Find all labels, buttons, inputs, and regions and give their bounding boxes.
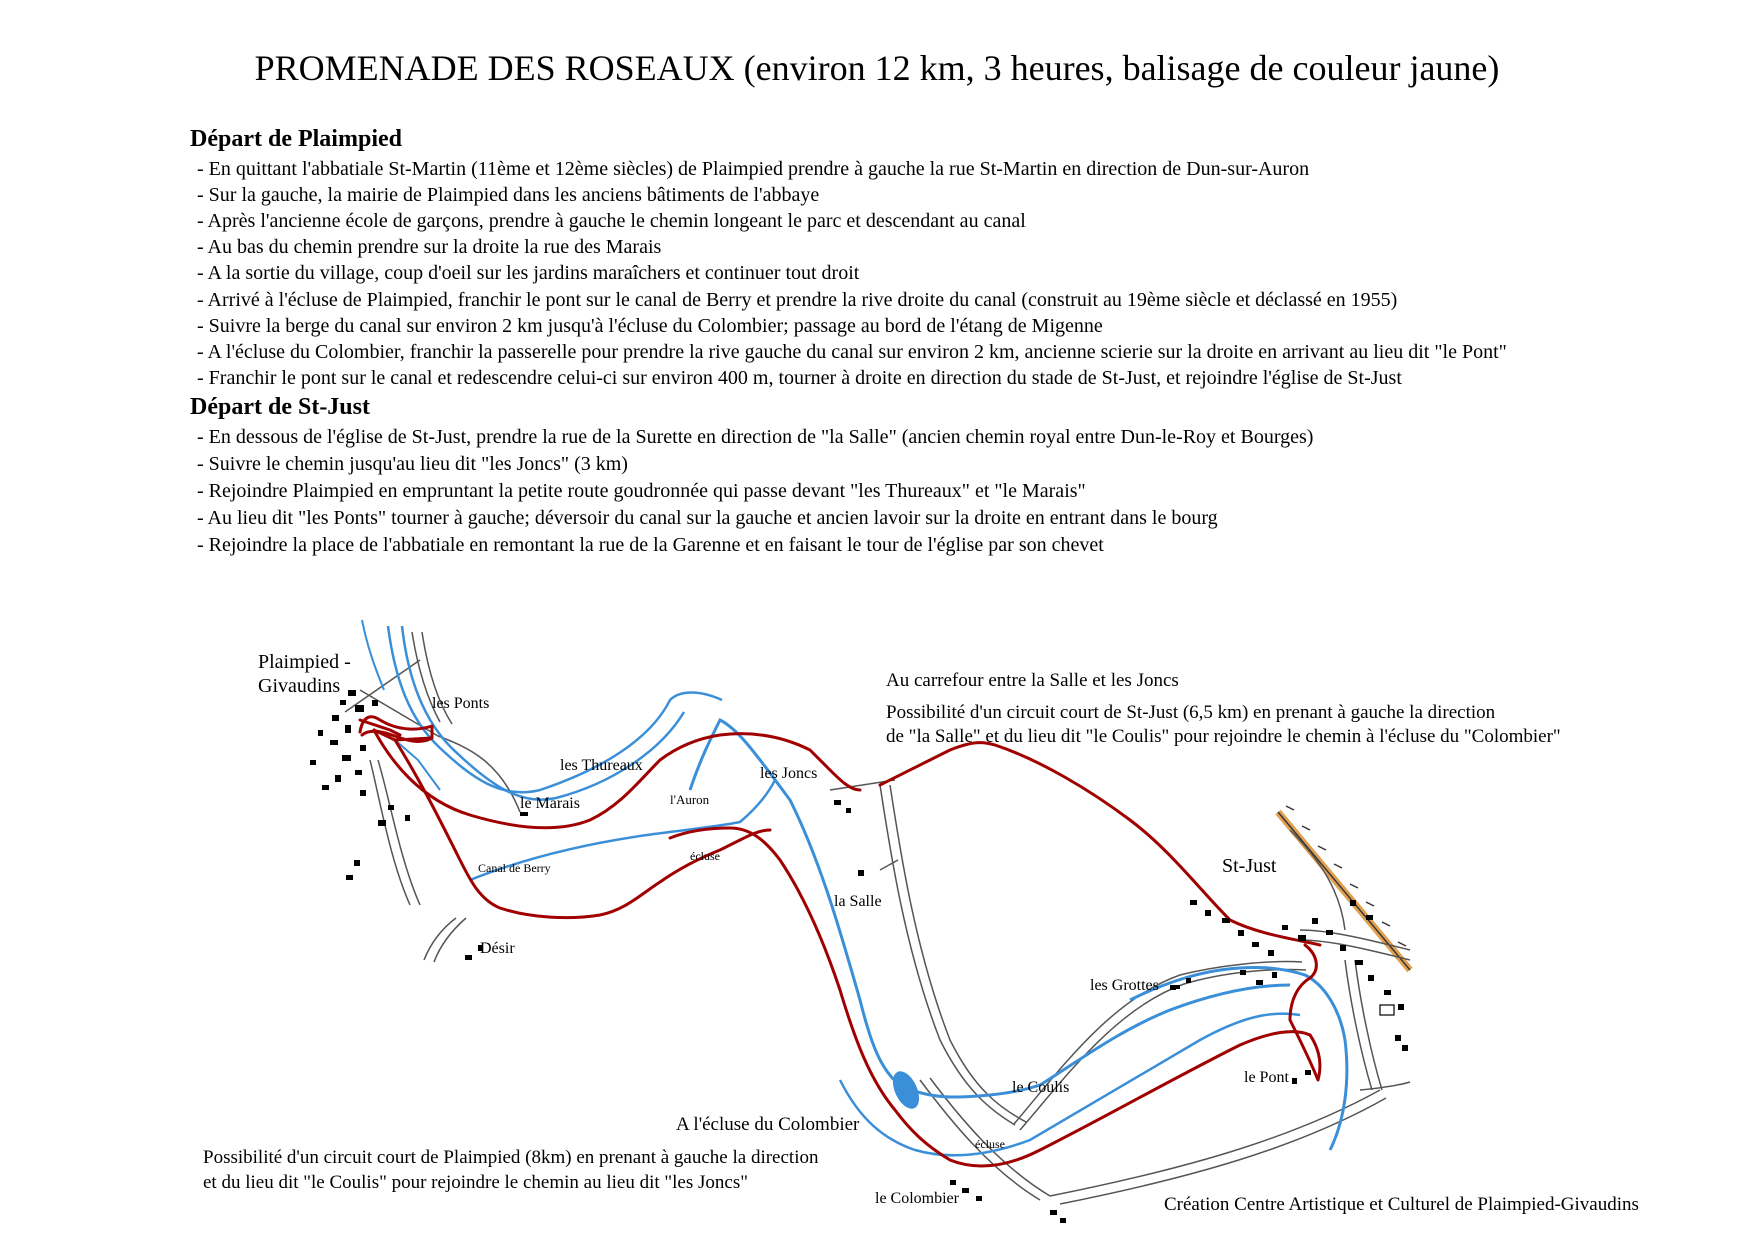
note-carrefour-line1: Possibilité d'un circuit court de St-Just (6,5 km) en prenant à gauche la direction: [886, 702, 1496, 723]
label-les-thureaux: les Thureaux: [560, 757, 643, 774]
step-st-just-1: - En dessous de l'église de St-Just, prendre la rue de la Surette en direction de "la Salle" (ancien chemin royal entre Dun-le-Roy et Bourges): [197, 426, 1314, 448]
step-st-just-3: - Rejoindre Plaimpied en empruntant la petite route goudronnée qui passe devant "les Thureaux" et "le Marais": [197, 480, 1086, 502]
page-title: PROMENADE DES ROSEAUX (environ 12 km, 3 heures, balisage de couleur jaune): [254, 48, 1500, 88]
step-st-just-2: - Suivre le chemin jusqu'au lieu dit "les Joncs" (3 km): [197, 453, 628, 475]
label-ecluse-colombier: écluse: [975, 1137, 1005, 1151]
step-plaimpied-3: - Après l'ancienne école de garçons, prendre à gauche le chemin longeant le parc et descendant au canal: [197, 210, 1026, 232]
step-plaimpied-1: - En quittant l'abbatiale St-Martin (11ème et 12ème siècles) de Plaimpied prendre à gauche la rue St-Martin en direction de Dun-sur-Auron: [197, 158, 1310, 180]
label-ecluse-plaimpied: écluse: [690, 849, 720, 863]
label-plaimpied-2: Givaudins: [258, 675, 341, 697]
label-lauron: l'Auron: [670, 792, 710, 807]
step-plaimpied-8: - A l'écluse du Colombier, franchir la passerelle pour prendre la rive gauche du canal sur environ 2 km, ancienne scierie sur la droite en arrivant au lieu dit "le Pont": [197, 341, 1507, 363]
step-plaimpied-2: - Sur la gauche, la mairie de Plaimpied dans les anciens bâtiments de l'abbaye: [197, 184, 820, 206]
step-plaimpied-4: - Au bas du chemin prendre sur la droite la rue des Marais: [197, 236, 662, 258]
credit-line: Création Centre Artistique et Culturel de Plaimpied-Givaudins: [1164, 1194, 1639, 1215]
step-plaimpied-5: - A la sortie du village, coup d'oeil sur les jardins maraîchers et continuer tout droit: [197, 262, 860, 284]
label-la-salle: la Salle: [834, 893, 882, 910]
note-carrefour-line2: de "la Salle" et du lieu dit "le Coulis" pour rejoindre le chemin à l'écluse du "Colombier": [886, 726, 1561, 747]
label-st-just: St-Just: [1222, 855, 1277, 877]
map-notes: [203, 670, 1561, 1193]
step-st-just-4: - Au lieu dit "les Ponts" tourner à gauche; déversoir du canal sur la gauche et ancien lavoir sur la droite en entrant dans le bourg: [197, 507, 1218, 529]
label-les-joncs: les Joncs: [760, 765, 818, 782]
label-le-pont: le Pont: [1244, 1069, 1289, 1086]
step-plaimpied-6: - Arrivé à l'écluse de Plaimpied, franchir le pont sur le canal de Berry et prendre la rive droite du canal (construit au 19ème siècle et déclassé en 1955): [197, 289, 1398, 311]
step-st-just-5: - Rejoindre la place de l'abbatiale en remontant la rue de la Garenne et en faisant le tour de l'église par son chevet: [197, 534, 1104, 556]
step-plaimpied-7: - Suivre la berge du canal sur environ 2 km jusqu'à l'écluse du Colombier; passage au bord de l'étang de Migenne: [197, 315, 1103, 337]
note-colombier-line2: et du lieu dit "le Coulis" pour rejoindre le chemin au lieu dit "les Joncs": [203, 1172, 748, 1193]
label-le-marais: le Marais: [520, 795, 580, 812]
auron-river-east: [1130, 967, 1347, 1150]
label-les-ponts: les Ponts: [432, 695, 490, 712]
note-carrefour-title: Au carrefour entre la Salle et les Joncs: [886, 670, 1179, 691]
section-heading-plaimpied: Départ de Plaimpied: [190, 126, 402, 152]
step-plaimpied-9: - Franchir le pont sur le canal et redescendre celui-ci sur environ 400 m, tourner à droite en direction du stade de St-Just, et rejoindre l'église de St-Just: [197, 367, 1402, 389]
label-desir: Désir: [480, 940, 515, 957]
note-colombier-line1: Possibilité d'un circuit court de Plaimpied (8km) en prenant à gauche la direction: [203, 1147, 819, 1168]
route-salle-to-stjust: [880, 743, 1320, 945]
note-colombier-title: A l'écluse du Colombier: [676, 1114, 860, 1135]
label-les-grottes: les Grottes: [1090, 977, 1159, 994]
route-le-pont: [1290, 945, 1320, 1080]
label-le-colombier: le Colombier: [875, 1190, 959, 1207]
label-plaimpied-1: Plaimpied -: [258, 651, 351, 673]
label-le-coulis: le Coulis: [1012, 1079, 1070, 1096]
section-heading-st-just: Départ de St-Just: [190, 394, 370, 420]
buildings-plaimpied: [310, 690, 528, 960]
label-canal-de-berry: Canal de Berry: [478, 861, 551, 875]
